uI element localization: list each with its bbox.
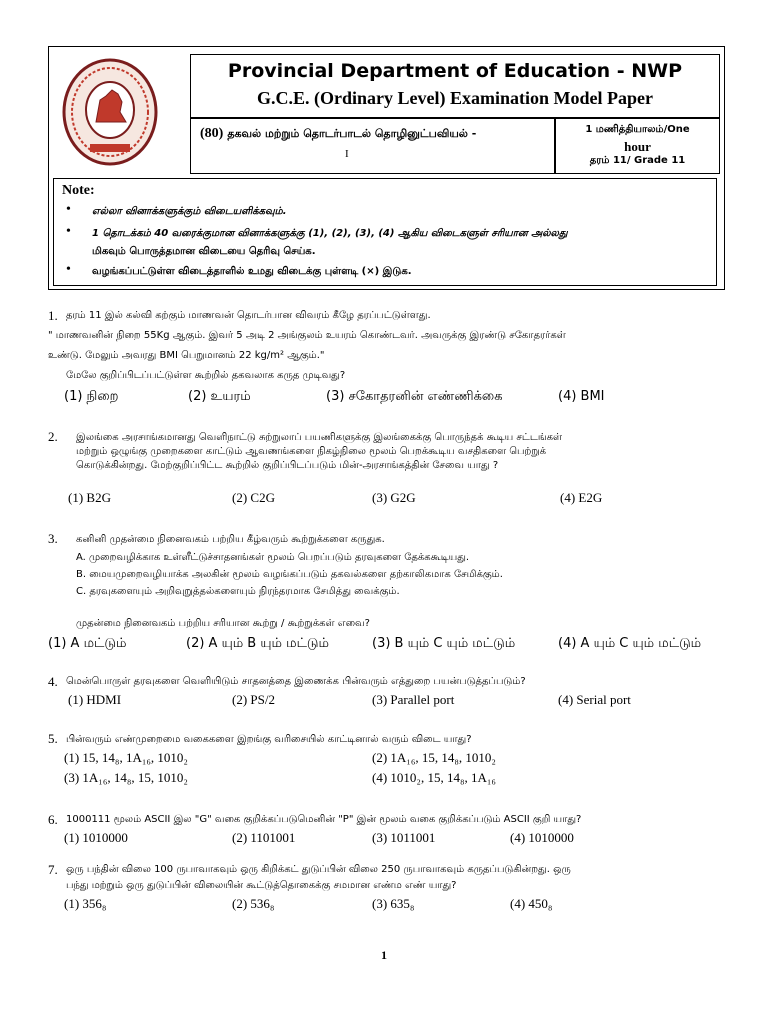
q4-number: 4.	[48, 674, 58, 689]
q5-number: 5.	[48, 731, 58, 746]
duration-line1: 1 மணித்தியாலம்/One	[585, 124, 690, 135]
subject-tail: I	[345, 148, 349, 160]
page-number: 1	[381, 948, 387, 962]
subject-code: (80)	[200, 126, 224, 141]
header-subtitle: G.C.E. (Ordinary Level) Examination Model Paper	[257, 88, 653, 108]
q3-statement-a: A. முறைவழிக்காக உள்ளீட்டுச்சாதனங்கள் மூலம் பெறப்படும் தரவுகளை தேக்ககூடியது.	[76, 552, 470, 563]
q4-option-2[interactable]: (2) PS/2	[232, 692, 275, 707]
q1-option-3[interactable]: (3) சகோதரனின் எண்ணிக்கை	[326, 389, 503, 404]
q1-line3: உண்டு. மேலும் அவரது BMI பெறுமானம் 22 kg/m² ஆகும்."	[48, 350, 325, 361]
q3-option-1[interactable]: (1) A மட்டும்	[48, 636, 127, 651]
q3-option-3[interactable]: (3) B யும் C யும் மட்டும்	[372, 636, 516, 651]
note-item-2: 1 தொடக்கம் 40 வரைக்குமான வினாக்களுக்கு (1), (2), (3), (4) ஆகிய விடைகளுள் சரியான அல்லது	[92, 228, 568, 239]
q7-line1: ஒரு பந்தின் விலை 100 ருபாவாகவும் ஒரு கிறிக்கட் துடுப்பின் விலை 250 ருபாவாகவும் கருதப்படுகின்றது. ஒரு	[66, 864, 571, 875]
q3-line1: கனினி முதன்மை நினைவகம் பற்றிய கீழ்வரும் கூற்றுக்களை கருதுக.	[76, 534, 385, 545]
q3-statement-c: C. தரவுகளையும் அறிவுறுத்தல்களையும் நிரந்தரமாக சேமித்து வைக்கும்.	[76, 586, 400, 597]
q1-line4: மேலே குறிப்பிடப்பட்டுள்ள கூற்றில் தகவலாக கருத முடிவது?	[66, 370, 346, 381]
q6-number: 6.	[48, 812, 58, 827]
q1-line2: " மாணவனின் நிறை 55Kg ஆகும். இவர் 5 அடி 2 அங்குலம் உயரம் கொண்டவர். அவருக்கு இரண்டு சகோதரர்கள்	[48, 330, 566, 341]
q1-option-1[interactable]: (1) நிறை	[64, 389, 119, 404]
note-bullet-3: •	[66, 262, 71, 277]
q7-number: 7.	[48, 862, 58, 877]
note-item-3: வழங்கப்பட்டுள்ள விடைத்தாளில் உமது விடைக்கு புள்ளடி (×) இடுக.	[92, 266, 412, 277]
q2-option-2[interactable]: (2) C2G	[232, 490, 275, 505]
q5-option-2[interactable]: (2) 1A₁₆, 15, 14₈, 1010₂	[372, 750, 496, 765]
q6-line1: 1000111 மூலம் ASCII இல "G" வகை குறிக்கப்படுமெனின் "P" இன் மூலம் வகை குறிக்கப்படும் ASCII குறி யாது?	[66, 814, 582, 825]
q2-option-4[interactable]: (4) E2G	[560, 490, 603, 505]
q6-option-4[interactable]: (4) 1010000	[510, 830, 574, 845]
q2-number: 2.	[48, 429, 58, 444]
subject-line	[200, 124, 550, 142]
q5-line1: பின்வரும் எண்முறைமை வகைகளை இறங்கு வரிசையில் காட்டினால் வரும் விடை யாது?	[66, 734, 472, 745]
q1-option-4[interactable]: (4) BMI	[558, 389, 605, 404]
q7-option-2[interactable]: (2) 536₈	[232, 896, 275, 911]
note-item-2-cont: மிகவும் பொருத்தமான விடையை தெரிவு செய்க.	[92, 246, 316, 257]
q3-statement-b: B. மையமுறைவழியாக்க அலகின் மூலம் வழங்கப்படும் தகவல்களை தற்காலிகமாக சேமிக்கும்.	[76, 569, 503, 580]
q3-prompt: முதன்மை நினைவகம் பற்றிய சரியான கூற்று / கூற்றுக்கள் எவை?	[76, 618, 370, 629]
header-title: Provincial Department of Education - NWP	[227, 60, 683, 82]
q7-option-1[interactable]: (1) 356₈	[64, 896, 107, 911]
q4-option-3[interactable]: (3) Parallel port	[372, 692, 455, 707]
q6-option-3[interactable]: (3) 1011001	[372, 830, 436, 845]
q6-option-1[interactable]: (1) 1010000	[64, 830, 128, 845]
q1-line1: தரம் 11 இல் கல்வி கற்கும் மாணவன் தொடர்பான விவரம் கீழே தரப்பட்டுள்ளது.	[66, 310, 431, 321]
q6-option-2[interactable]: (2) 1101001	[232, 830, 296, 845]
subject-name: தகவல் மற்றும் தொடர்பாடல் தொழினுட்பவியல் -	[227, 127, 477, 140]
q5-option-3[interactable]: (3) 1A₁₆, 14₈, 15, 1010₂	[64, 770, 188, 785]
q1-option-2[interactable]: (2) உயரம்	[188, 389, 251, 404]
q7-option-3[interactable]: (3) 635₈	[372, 896, 415, 911]
note-bullet-1: •	[66, 202, 71, 217]
q2-line3: கொடுக்கின்றது. மேற்குறிப்பிட்ட கூற்றில் குறிப்பிடப்படும் மின்-அரசாங்கத்தின் சேவை யாது ?	[76, 460, 499, 471]
q3-option-4[interactable]: (4) A யும் C யும் மட்டும்	[558, 636, 702, 651]
q7-option-4[interactable]: (4) 450₈	[510, 896, 553, 911]
q2-option-3[interactable]: (3) G2G	[372, 490, 416, 505]
note-label: Note:	[62, 183, 95, 198]
q4-option-4[interactable]: (4) Serial port	[558, 692, 631, 707]
note-item-1: எல்லா வினாக்களுக்கும் விடையளிக்கவும்.	[92, 206, 287, 217]
duration-line2: hour	[624, 139, 651, 154]
q4-option-1[interactable]: (1) HDMI	[68, 692, 122, 707]
q2-line1: இலங்கை அரசாங்கமானது வெளிநாட்டு சுற்றுலாப் பயணிகளுக்கு இலங்கைக்கு பொருந்தக் கூடிய சட்டங்கள்	[76, 432, 563, 443]
q5-option-4[interactable]: (4) 1010₂, 15, 14₈, 1A₁₆	[372, 770, 496, 785]
q1-number: 1.	[48, 308, 58, 323]
q2-option-1[interactable]: (1) B2G	[68, 490, 111, 505]
q4-line1: மென்பொருள் தரவுகளை வெளியிடும் சாதனத்தை இணைக்க பின்வரும் எத்துறை பயன்படுத்தப்படும்?	[66, 676, 526, 687]
q5-option-1[interactable]: (1) 15, 14₈, 1A₁₆, 1010₂	[64, 750, 188, 765]
grade-label: தரம் 11/ Grade 11	[589, 155, 686, 166]
q7-line2: பந்து மற்றும் ஒரு துடுப்பின் விலையின் கூட்டுத்தொகைக்கு சமமான எண்ம எண் யாது?	[66, 880, 457, 891]
note-bullet-2: •	[66, 224, 71, 239]
crest-logo	[60, 56, 160, 168]
q3-number: 3.	[48, 531, 58, 546]
q3-option-2[interactable]: (2) A யும் B யும் மட்டும்	[186, 636, 329, 651]
q2-line2: மற்றும் ஒழுங்கு முறைகளை காட்டும் ஆவணங்களை நிகழ்நிலை மூலம் பெறக்கூடிய வசதிகளை பெற்றுக்	[76, 446, 547, 457]
